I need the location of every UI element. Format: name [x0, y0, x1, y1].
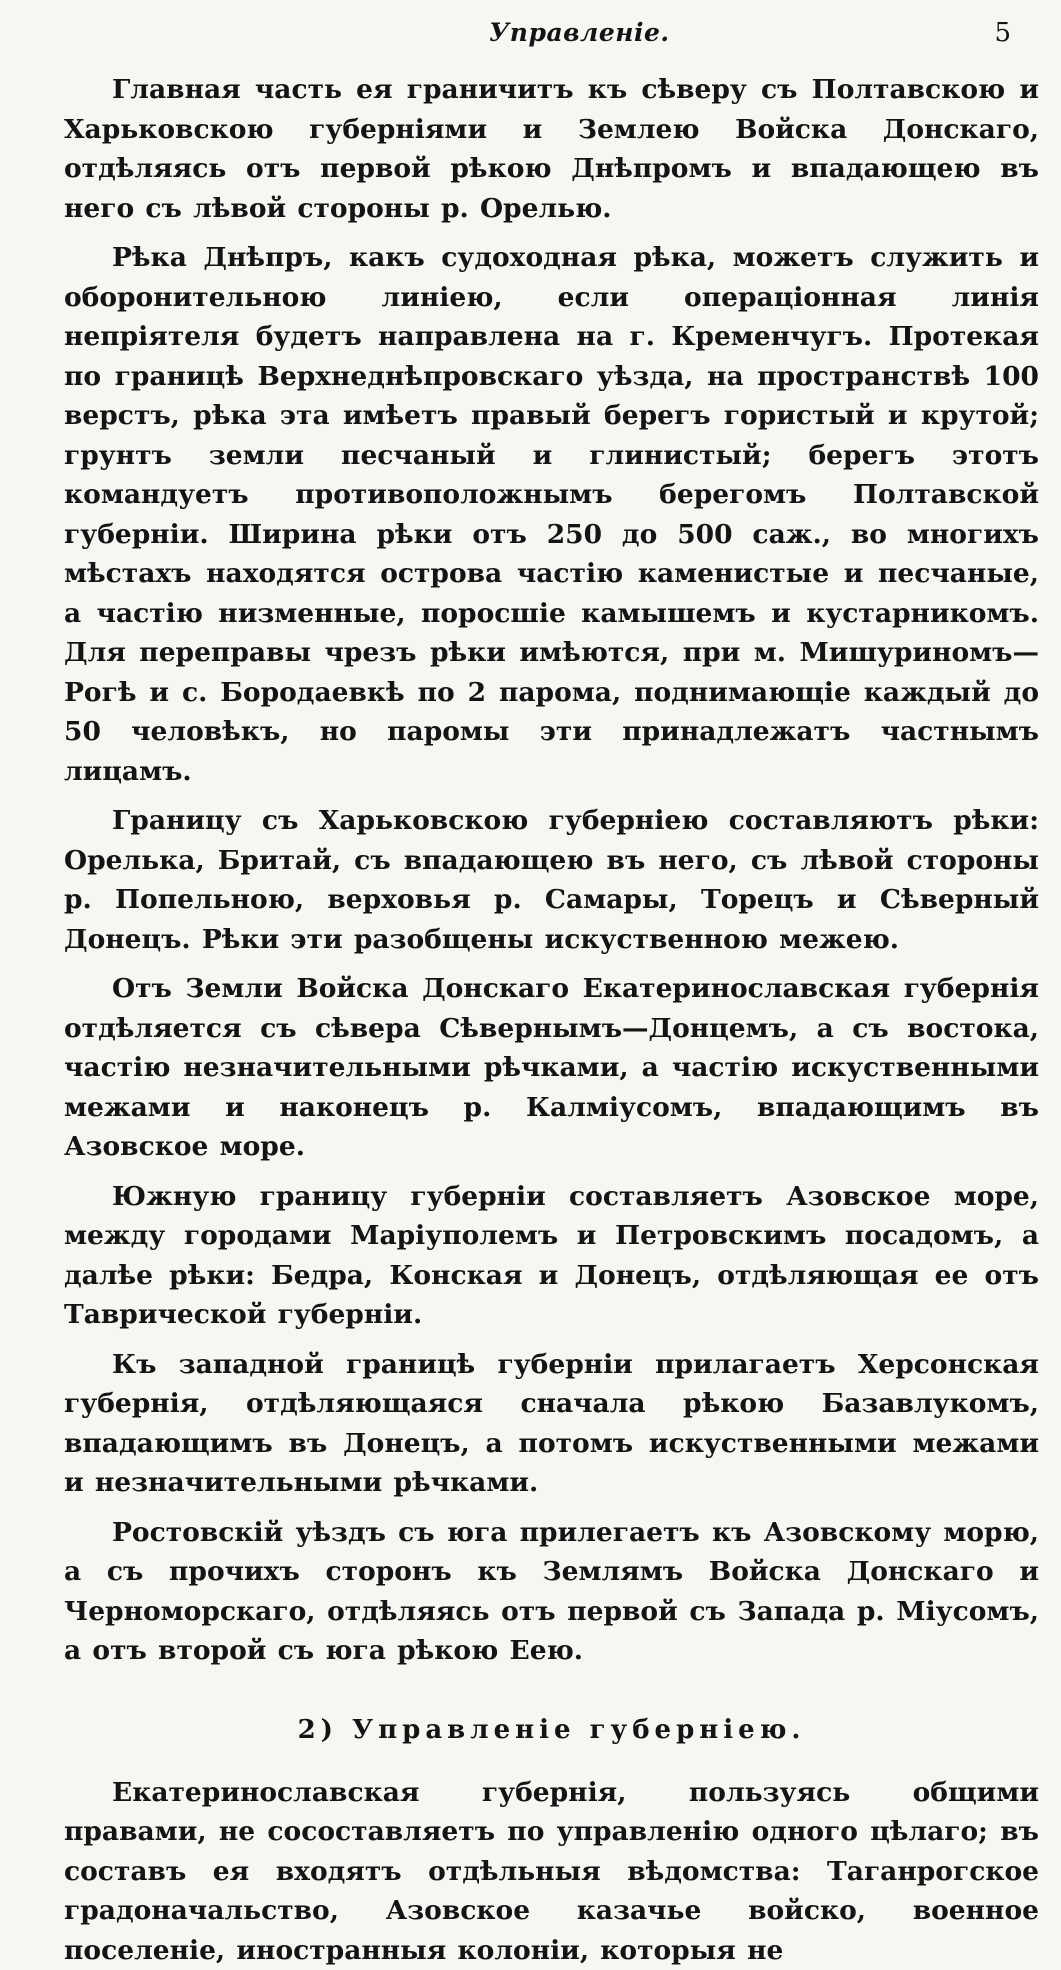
paragraph-kharkov-border: Границу съ Харьковскою губерніею составляютъ рѣки: Орелька, Бритай, съ впадающею въ него, съ лѣвой стороны р. Попельною, верховья р. Самары, Торецъ и Сѣверный Донецъ. Рѣки эти разобщены искуственною межею.: [64, 801, 1039, 959]
paragraph-rostov-uyezd: Ростовскій уѣздъ съ юга прилегаетъ къ Азовскому морю, а съ прочихъ сторонъ къ Землямъ Войска Донскаго и Черноморскаго, отдѣляясь отъ первой съ Запада р. Міусомъ, а отъ второй съ юга рѣкою Еею.: [64, 1513, 1039, 1671]
page-number: 5: [994, 18, 1011, 48]
paragraph-don-border: Отъ Земли Войска Донскаго Екатеринославская губернія отдѣляется съ сѣвера Сѣвернымъ—Донцемъ, а съ востока, частію незначительными рѣчками, а частію искуственными межами и наконецъ р. Калміусомъ, впадающимъ въ Азовское море.: [64, 969, 1039, 1167]
paragraph-governance: Екатеринославская губернія, пользуясь общими правами, не сосоставляетъ по управленію одного цѣлаго; въ составъ ея входятъ отдѣльныя вѣдомства: Таганрогское градоначальство, Азовское казачье войско, военное поселеніе, иностранныя колоніи, которыя не: [64, 1773, 1039, 1970]
section-heading: 2) Управленіе губерніею.: [64, 1715, 1039, 1745]
page-header: [64, 18, 1039, 70]
paragraph-western-border: Къ западной границѣ губерніи прилагаетъ Херсонская губернія, отдѣляющаяся сначала рѣкою Базавлукомъ, впадающимъ въ Донецъ, а потомъ искуственными межами и незначительными рѣчками.: [64, 1345, 1039, 1503]
body-text: [64, 70, 1039, 1671]
paragraph-northern-border: Главная часть ея граничитъ къ сѣверу съ Полтавскою и Харьковскою губерніями и Землею Войска Донскаго, отдѣляясь отъ первой рѣкою Днѣпромъ и впадающею въ него съ лѣвой стороны р. Орелью.: [64, 70, 1039, 228]
running-head: Управленіе.: [489, 18, 670, 47]
paragraph-dnieper-river: Рѣка Днѣпръ, какъ судоходная рѣка, можетъ служить и оборонительною линіею, если операціонная линія непріятеля будетъ направлена на г. Кременчугъ. Протекая по границѣ Верхнеднѣпровскаго уѣзда, на пространствѣ 100 верстъ, рѣка эта имѣетъ правый берегъ гористый и крутой; грунтъ земли песчаный и глинистый; берегъ этотъ командуетъ противоположнымъ берегомъ Полтавской губерніи. Ширина рѣки отъ 250 до 500 саж., во многихъ мѣстахъ находятся острова частію каменистые и песчаные, а частію низменные, поросшіе камышемъ и кустарникомъ. Для переправы чрезъ рѣки имѣются, при м. Мишуриномъ—Рогѣ и с. Бородаевкѣ по 2 парома, поднимающіе каждый до 50 человѣкъ, но паромы эти принадлежатъ частнымъ лицамъ.: [64, 238, 1039, 791]
paragraph-southern-border: Южную границу губерніи составляетъ Азовское море, между городами Маріуполемъ и Петровскимъ посадомъ, а далѣе рѣки: Бедра, Конская и Донецъ, отдѣляющая ее отъ Таврической губерніи.: [64, 1177, 1039, 1335]
